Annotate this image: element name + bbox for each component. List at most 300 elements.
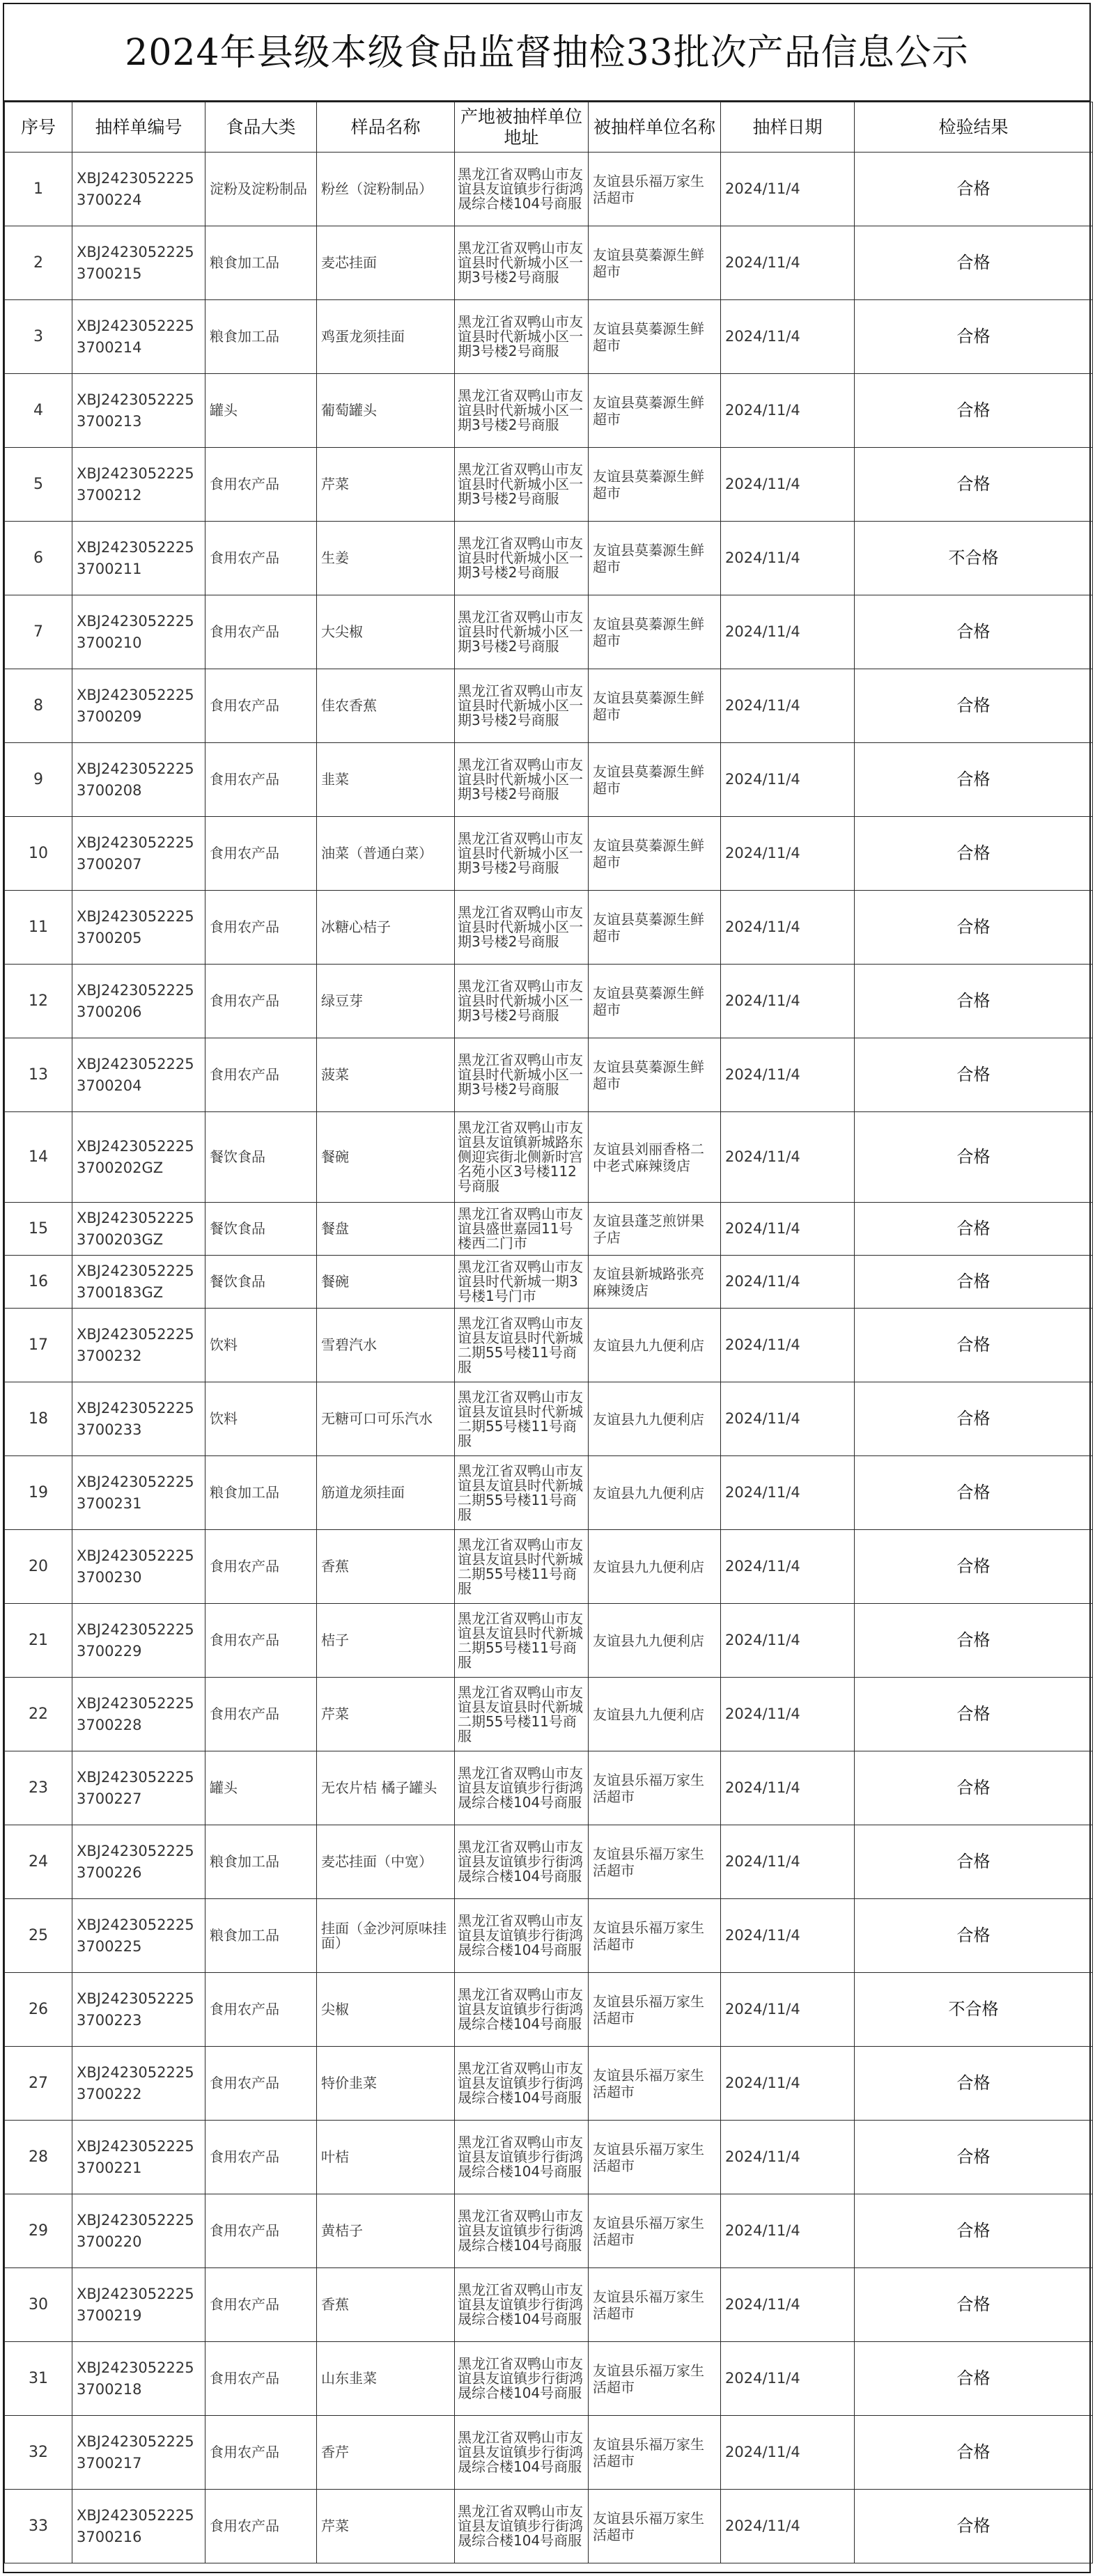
sampling-date: 2024/11/4 — [721, 1203, 855, 1256]
sampling-date: 2024/11/4 — [721, 1256, 855, 1309]
sample-name: 餐碗 — [317, 1256, 455, 1309]
sample-code: XBJ24230522253700232 — [72, 1309, 205, 1382]
sampled-unit-address: 黑龙江省双鸭山市友谊县友谊县时代新城二期55号楼11号商服 — [455, 1530, 589, 1604]
food-category: 食用农产品 — [205, 817, 317, 891]
sampled-unit-name: 友谊县乐福万家生活超市 — [589, 1899, 721, 1973]
row-number: 4 — [5, 374, 72, 448]
sampled-unit-name: 友谊县乐福万家生活超市 — [589, 2490, 721, 2563]
sampled-unit-address: 黑龙江省双鸭山市友谊县盛世嘉园11号楼西二门市 — [455, 1203, 589, 1256]
test-result: 不合格 — [855, 522, 1093, 595]
sample-name: 绿豆芽 — [317, 965, 455, 1038]
row-number: 7 — [5, 595, 72, 669]
test-result: 合格 — [855, 1203, 1093, 1256]
sampled-unit-address: 黑龙江省双鸭山市友谊县时代新城小区一期3号楼2号商服 — [455, 743, 589, 817]
sample-name: 无糖可口可乐汽水 — [317, 1382, 455, 1456]
header-date: 抽样日期 — [721, 102, 855, 153]
test-result: 合格 — [855, 1112, 1093, 1203]
sample-name: 油菜（普通白菜） — [317, 817, 455, 891]
sampled-unit-name: 友谊县九九便利店 — [589, 1604, 721, 1678]
food-category: 淀粉及淀粉制品 — [205, 153, 317, 226]
sample-code: XBJ24230522253700207 — [72, 817, 205, 891]
sample-code: XBJ24230522253700211 — [72, 522, 205, 595]
table-row — [5, 2342, 1093, 2416]
sampled-unit-name: 友谊县莫蓁源生鲜超市 — [589, 817, 721, 891]
food-category: 饮料 — [205, 1309, 317, 1382]
sample-name: 菠菜 — [317, 1038, 455, 1112]
test-result: 合格 — [855, 1256, 1093, 1309]
food-category: 食用农产品 — [205, 2416, 317, 2490]
test-result: 合格 — [855, 1604, 1093, 1678]
food-category: 食用农产品 — [205, 743, 317, 817]
table-row — [5, 1678, 1093, 1751]
test-result: 合格 — [855, 2342, 1093, 2416]
sampled-unit-address: 黑龙江省双鸭山市友谊县时代新城小区一期3号楼2号商服 — [455, 448, 589, 522]
table-row — [5, 1038, 1093, 1112]
sampled-unit-address: 黑龙江省双鸭山市友谊县时代新城小区一期3号楼2号商服 — [455, 965, 589, 1038]
sampled-unit-address: 黑龙江省双鸭山市友谊县友谊镇新城路东侧迎宾街北侧新时宫名苑小区3号楼112号商服 — [455, 1112, 589, 1203]
food-category: 食用农产品 — [205, 2121, 317, 2194]
sampled-unit-address: 黑龙江省双鸭山市友谊县友谊县时代新城二期55号楼11号商服 — [455, 1382, 589, 1456]
sample-name: 芹菜 — [317, 2490, 455, 2563]
table-row — [5, 965, 1093, 1038]
row-number: 20 — [5, 1530, 72, 1604]
table-row — [5, 1899, 1093, 1973]
row-number: 2 — [5, 226, 72, 300]
food-category: 罐头 — [205, 1751, 317, 1825]
row-number: 26 — [5, 1973, 72, 2047]
test-result: 合格 — [855, 1899, 1093, 1973]
test-result: 合格 — [855, 374, 1093, 448]
table-row — [5, 522, 1093, 595]
sample-code: XBJ24230522253700212 — [72, 448, 205, 522]
sample-code: XBJ24230522253700210 — [72, 595, 205, 669]
row-number: 31 — [5, 2342, 72, 2416]
sampled-unit-name: 友谊县乐福万家生活超市 — [589, 2416, 721, 2490]
sample-name: 雪碧汽水 — [317, 1309, 455, 1382]
sample-code: XBJ24230522253700230 — [72, 1530, 205, 1604]
sample-code: XBJ24230522253700233 — [72, 1382, 205, 1456]
page-title: 2024年县级本级食品监督抽检33批次产品信息公示 — [4, 4, 1089, 102]
sample-name: 香蕉 — [317, 1530, 455, 1604]
test-result: 合格 — [855, 448, 1093, 522]
sample-name: 生姜 — [317, 522, 455, 595]
sampling-date: 2024/11/4 — [721, 669, 855, 743]
sampled-unit-address: 黑龙江省双鸭山市友谊县时代新城小区一期3号楼2号商服 — [455, 1038, 589, 1112]
table-row — [5, 1973, 1093, 2047]
sample-code: XBJ24230522253700214 — [72, 300, 205, 374]
sampled-unit-address: 黑龙江省双鸭山市友谊县时代新城小区一期3号楼2号商服 — [455, 817, 589, 891]
sampled-unit-name: 友谊县莫蓁源生鲜超市 — [589, 448, 721, 522]
sampled-unit-address: 黑龙江省双鸭山市友谊县时代新城小区一期3号楼2号商服 — [455, 595, 589, 669]
sampling-date: 2024/11/4 — [721, 226, 855, 300]
sample-code: XBJ24230522253700218 — [72, 2342, 205, 2416]
sample-code: XBJ24230522253700229 — [72, 1604, 205, 1678]
food-category: 罐头 — [205, 374, 317, 448]
sampled-unit-address: 黑龙江省双鸭山市友谊县友谊镇步行街鸿晟综合楼104号商服 — [455, 2490, 589, 2563]
table-header-row — [5, 102, 1093, 153]
sample-name: 冰糖心桔子 — [317, 891, 455, 965]
sample-code: XBJ24230522253700225 — [72, 1899, 205, 1973]
sampled-unit-address: 黑龙江省双鸭山市友谊县友谊县时代新城二期55号楼11号商服 — [455, 1678, 589, 1751]
row-number: 30 — [5, 2268, 72, 2342]
sample-name: 大尖椒 — [317, 595, 455, 669]
row-number: 12 — [5, 965, 72, 1038]
sample-code: XBJ24230522253700224 — [72, 153, 205, 226]
sampled-unit-address: 黑龙江省双鸭山市友谊县时代新城小区一期3号楼2号商服 — [455, 300, 589, 374]
food-category: 食用农产品 — [205, 595, 317, 669]
row-number: 25 — [5, 1899, 72, 1973]
table-row — [5, 743, 1093, 817]
sampled-unit-name: 友谊县乐福万家生活超市 — [589, 1973, 721, 2047]
sample-code: XBJ24230522253700228 — [72, 1678, 205, 1751]
sample-name: 麦芯挂面 — [317, 226, 455, 300]
sample-name: 佳农香蕉 — [317, 669, 455, 743]
test-result: 合格 — [855, 1751, 1093, 1825]
sample-code: XBJ24230522253700231 — [72, 1456, 205, 1530]
sampling-date: 2024/11/4 — [721, 2194, 855, 2268]
table-row — [5, 1256, 1093, 1309]
sample-code: XBJ24230522253700223 — [72, 1973, 205, 2047]
sample-code: XBJ24230522253700208 — [72, 743, 205, 817]
sample-name: 芹菜 — [317, 448, 455, 522]
sampling-date: 2024/11/4 — [721, 891, 855, 965]
sampling-date: 2024/11/4 — [721, 1973, 855, 2047]
sampled-unit-address: 黑龙江省双鸭山市友谊县友谊镇步行街鸿晟综合楼104号商服 — [455, 2194, 589, 2268]
row-number: 22 — [5, 1678, 72, 1751]
table-row — [5, 1751, 1093, 1825]
sample-name: 香芹 — [317, 2416, 455, 2490]
sampled-unit-address: 黑龙江省双鸭山市友谊县友谊县时代新城二期55号楼11号商服 — [455, 1309, 589, 1382]
row-number: 32 — [5, 2416, 72, 2490]
test-result: 合格 — [855, 1530, 1093, 1604]
test-result: 合格 — [855, 226, 1093, 300]
header-code: 抽样单编号 — [72, 102, 205, 153]
sampling-date: 2024/11/4 — [721, 1604, 855, 1678]
sampled-unit-address: 黑龙江省双鸭山市友谊县时代新城小区一期3号楼2号商服 — [455, 891, 589, 965]
row-number: 13 — [5, 1038, 72, 1112]
food-category: 粮食加工品 — [205, 1899, 317, 1973]
test-result: 合格 — [855, 1309, 1093, 1382]
table-row — [5, 2416, 1093, 2490]
food-category: 食用农产品 — [205, 2342, 317, 2416]
test-result: 合格 — [855, 153, 1093, 226]
food-category: 食用农产品 — [205, 2047, 317, 2121]
sample-code: XBJ24230522253700213 — [72, 374, 205, 448]
sampled-unit-name: 友谊县九九便利店 — [589, 1530, 721, 1604]
sampling-date: 2024/11/4 — [721, 2416, 855, 2490]
sampled-unit-name: 友谊县莫蓁源生鲜超市 — [589, 1038, 721, 1112]
sample-code: XBJ24230522253700217 — [72, 2416, 205, 2490]
food-category: 食用农产品 — [205, 2490, 317, 2563]
sample-code: XBJ24230522253700220 — [72, 2194, 205, 2268]
sampling-date: 2024/11/4 — [721, 2121, 855, 2194]
sampling-date: 2024/11/4 — [721, 743, 855, 817]
food-category: 食用农产品 — [205, 522, 317, 595]
sampled-unit-address: 黑龙江省双鸭山市友谊县友谊县时代新城二期55号楼11号商服 — [455, 1604, 589, 1678]
sample-name: 特价韭菜 — [317, 2047, 455, 2121]
sampling-date: 2024/11/4 — [721, 1751, 855, 1825]
sampled-unit-name: 友谊县乐福万家生活超市 — [589, 1825, 721, 1899]
sample-name: 无农片桔 橘子罐头 — [317, 1751, 455, 1825]
sample-name: 尖椒 — [317, 1973, 455, 2047]
row-number: 8 — [5, 669, 72, 743]
sample-name: 葡萄罐头 — [317, 374, 455, 448]
sampled-unit-address: 黑龙江省双鸭山市友谊县友谊镇步行街鸿晟综合楼104号商服 — [455, 2416, 589, 2490]
sampled-unit-name: 友谊县九九便利店 — [589, 1678, 721, 1751]
header-no: 序号 — [5, 102, 72, 153]
sampling-date: 2024/11/4 — [721, 1456, 855, 1530]
sampled-unit-name: 友谊县莫蓁源生鲜超市 — [589, 522, 721, 595]
sampled-unit-name: 友谊县乐福万家生活超市 — [589, 2342, 721, 2416]
sampling-date: 2024/11/4 — [721, 2490, 855, 2563]
test-result: 合格 — [855, 669, 1093, 743]
test-result: 合格 — [855, 817, 1093, 891]
sampled-unit-address: 黑龙江省双鸭山市友谊县友谊镇步行街鸿晟综合楼104号商服 — [455, 1899, 589, 1973]
sampling-date: 2024/11/4 — [721, 300, 855, 374]
row-number: 16 — [5, 1256, 72, 1309]
sampling-date: 2024/11/4 — [721, 1899, 855, 1973]
table-row — [5, 2490, 1093, 2563]
sampled-unit-address: 黑龙江省双鸭山市友谊县时代新城小区一期3号楼2号商服 — [455, 669, 589, 743]
sampled-unit-address: 黑龙江省双鸭山市友谊县友谊镇步行街鸿晟综合楼104号商服 — [455, 1973, 589, 2047]
sampled-unit-name: 友谊县新城路张亮麻辣烫店 — [589, 1256, 721, 1309]
sampled-unit-address: 黑龙江省双鸭山市友谊县友谊镇步行街鸿晟综合楼104号商服 — [455, 153, 589, 226]
sample-name: 餐盘 — [317, 1203, 455, 1256]
sampled-unit-address: 黑龙江省双鸭山市友谊县友谊镇步行街鸿晟综合楼104号商服 — [455, 2121, 589, 2194]
sample-code: XBJ24230522253700219 — [72, 2268, 205, 2342]
table-row — [5, 226, 1093, 300]
row-number: 17 — [5, 1309, 72, 1382]
sample-name: 麦芯挂面（中宽） — [317, 1825, 455, 1899]
sampling-date: 2024/11/4 — [721, 1112, 855, 1203]
sampling-date: 2024/11/4 — [721, 817, 855, 891]
row-number: 18 — [5, 1382, 72, 1456]
test-result: 合格 — [855, 891, 1093, 965]
food-category: 饮料 — [205, 1382, 317, 1456]
table-row — [5, 2268, 1093, 2342]
sample-name: 鸡蛋龙须挂面 — [317, 300, 455, 374]
sampled-unit-name: 友谊县乐福万家生活超市 — [589, 2121, 721, 2194]
sampling-date: 2024/11/4 — [721, 448, 855, 522]
food-category: 食用农产品 — [205, 1973, 317, 2047]
sample-name: 筋道龙须挂面 — [317, 1456, 455, 1530]
sample-name: 韭菜 — [317, 743, 455, 817]
test-result: 合格 — [855, 1456, 1093, 1530]
food-category: 食用农产品 — [205, 448, 317, 522]
food-category: 粮食加工品 — [205, 1825, 317, 1899]
sampled-unit-name: 友谊县莫蓁源生鲜超市 — [589, 891, 721, 965]
row-number: 3 — [5, 300, 72, 374]
sampled-unit-name: 友谊县乐福万家生活超市 — [589, 2268, 721, 2342]
sampled-unit-name: 友谊县莫蓁源生鲜超市 — [589, 965, 721, 1038]
sample-name: 山东韭菜 — [317, 2342, 455, 2416]
food-category: 食用农产品 — [205, 2194, 317, 2268]
sampling-date: 2024/11/4 — [721, 374, 855, 448]
test-result: 不合格 — [855, 1973, 1093, 2047]
sample-name: 香蕉 — [317, 2268, 455, 2342]
food-category: 粮食加工品 — [205, 1456, 317, 1530]
test-result: 合格 — [855, 743, 1093, 817]
table-row — [5, 2194, 1093, 2268]
row-number: 10 — [5, 817, 72, 891]
sampled-unit-name: 友谊县乐福万家生活超市 — [589, 2194, 721, 2268]
row-number: 15 — [5, 1203, 72, 1256]
test-result: 合格 — [855, 1825, 1093, 1899]
table-row — [5, 1530, 1093, 1604]
test-result: 合格 — [855, 300, 1093, 374]
sampled-unit-name: 友谊县莫蓁源生鲜超市 — [589, 300, 721, 374]
header-address: 产地被抽样单位地址 — [455, 102, 589, 153]
test-result: 合格 — [855, 2121, 1093, 2194]
sampled-unit-address: 黑龙江省双鸭山市友谊县时代新城小区一期3号楼2号商服 — [455, 374, 589, 448]
food-category: 粮食加工品 — [205, 300, 317, 374]
table-row — [5, 374, 1093, 448]
food-category: 食用农产品 — [205, 1678, 317, 1751]
food-category: 粮食加工品 — [205, 226, 317, 300]
test-result: 合格 — [855, 2194, 1093, 2268]
sampling-date: 2024/11/4 — [721, 2047, 855, 2121]
test-result: 合格 — [855, 2490, 1093, 2563]
sampled-unit-address: 黑龙江省双鸭山市友谊县时代新城小区一期3号楼2号商服 — [455, 522, 589, 595]
header-sample: 样品名称 — [317, 102, 455, 153]
header-category: 食品大类 — [205, 102, 317, 153]
test-result: 合格 — [855, 965, 1093, 1038]
sampling-date: 2024/11/4 — [721, 522, 855, 595]
sample-name: 芹菜 — [317, 1678, 455, 1751]
sampling-date: 2024/11/4 — [721, 1530, 855, 1604]
sample-code: XBJ24230522253700222 — [72, 2047, 205, 2121]
sample-code: XBJ24230522253700215 — [72, 226, 205, 300]
row-number: 11 — [5, 891, 72, 965]
sampled-unit-address: 黑龙江省双鸭山市友谊县时代新城一期3号楼1号门市 — [455, 1256, 589, 1309]
sample-name: 粉丝（淀粉制品） — [317, 153, 455, 226]
table-row — [5, 891, 1093, 965]
sampled-unit-name: 友谊县九九便利店 — [589, 1309, 721, 1382]
sampled-unit-name: 友谊县莫蓁源生鲜超市 — [589, 374, 721, 448]
table-row — [5, 1203, 1093, 1256]
sampling-date: 2024/11/4 — [721, 1038, 855, 1112]
table-row — [5, 448, 1093, 522]
sampling-date: 2024/11/4 — [721, 2342, 855, 2416]
row-number: 27 — [5, 2047, 72, 2121]
sampled-unit-address: 黑龙江省双鸭山市友谊县友谊县时代新城二期55号楼11号商服 — [455, 1456, 589, 1530]
food-category: 食用农产品 — [205, 1038, 317, 1112]
sampled-unit-name: 友谊县蓬芝煎饼果子店 — [589, 1203, 721, 1256]
sample-name: 桔子 — [317, 1604, 455, 1678]
header-result: 检验结果 — [855, 102, 1093, 153]
table-row — [5, 1825, 1093, 1899]
food-category: 食用农产品 — [205, 1530, 317, 1604]
sample-code: XBJ24230522253700226 — [72, 1825, 205, 1899]
row-number: 9 — [5, 743, 72, 817]
sample-name: 餐碗 — [317, 1112, 455, 1203]
sampled-unit-name: 友谊县乐福万家生活超市 — [589, 1751, 721, 1825]
table-row — [5, 1382, 1093, 1456]
food-category: 食用农产品 — [205, 669, 317, 743]
sampled-unit-address: 黑龙江省双鸭山市友谊县友谊镇步行街鸿晟综合楼104号商服 — [455, 2047, 589, 2121]
sample-code: XBJ24230522253700203GZ — [72, 1203, 205, 1256]
row-number: 28 — [5, 2121, 72, 2194]
test-result: 合格 — [855, 2416, 1093, 2490]
table-row — [5, 1309, 1093, 1382]
food-category: 食用农产品 — [205, 2268, 317, 2342]
sample-code: XBJ24230522253700221 — [72, 2121, 205, 2194]
table-row — [5, 1456, 1093, 1530]
row-number: 33 — [5, 2490, 72, 2563]
row-number: 24 — [5, 1825, 72, 1899]
test-result: 合格 — [855, 595, 1093, 669]
food-category: 餐饮食品 — [205, 1256, 317, 1309]
sampled-unit-name: 友谊县莫蓁源生鲜超市 — [589, 743, 721, 817]
sampling-date: 2024/11/4 — [721, 1825, 855, 1899]
sampled-unit-name: 友谊县乐福万家生活超市 — [589, 153, 721, 226]
row-number: 21 — [5, 1604, 72, 1678]
sampled-unit-name: 友谊县九九便利店 — [589, 1382, 721, 1456]
table-row — [5, 817, 1093, 891]
table-row — [5, 2047, 1093, 2121]
sampled-unit-address: 黑龙江省双鸭山市友谊县友谊镇步行街鸿晟综合楼104号商服 — [455, 1825, 589, 1899]
test-result: 合格 — [855, 2268, 1093, 2342]
table-row — [5, 300, 1093, 374]
row-number: 1 — [5, 153, 72, 226]
row-number: 23 — [5, 1751, 72, 1825]
sampled-unit-address: 黑龙江省双鸭山市友谊县友谊镇步行街鸿晟综合楼104号商服 — [455, 2342, 589, 2416]
sampled-unit-name: 友谊县莫蓁源生鲜超市 — [589, 226, 721, 300]
sample-code: XBJ24230522253700183GZ — [72, 1256, 205, 1309]
row-number: 29 — [5, 2194, 72, 2268]
sample-code: XBJ24230522253700206 — [72, 965, 205, 1038]
table-row — [5, 1112, 1093, 1203]
sampled-unit-address: 黑龙江省双鸭山市友谊县友谊镇步行街鸿晟综合楼104号商服 — [455, 2268, 589, 2342]
sampled-unit-address: 黑龙江省双鸭山市友谊县友谊镇步行街鸿晟综合楼104号商服 — [455, 1751, 589, 1825]
sample-name: 叶桔 — [317, 2121, 455, 2194]
sample-code: XBJ24230522253700227 — [72, 1751, 205, 1825]
sampling-date: 2024/11/4 — [721, 1309, 855, 1382]
sample-code: XBJ24230522253700216 — [72, 2490, 205, 2563]
sampling-date: 2024/11/4 — [721, 965, 855, 1038]
table-body — [5, 153, 1093, 2563]
sample-code: XBJ24230522253700204 — [72, 1038, 205, 1112]
sampled-unit-name: 友谊县莫蓁源生鲜超市 — [589, 669, 721, 743]
inspection-table — [4, 102, 1093, 2563]
table-row — [5, 669, 1093, 743]
row-number: 5 — [5, 448, 72, 522]
sample-name: 挂面（金沙河原味挂面） — [317, 1899, 455, 1973]
sample-code: XBJ24230522253700205 — [72, 891, 205, 965]
sample-name: 黄桔子 — [317, 2194, 455, 2268]
row-number: 6 — [5, 522, 72, 595]
row-number: 19 — [5, 1456, 72, 1530]
food-category: 餐饮食品 — [205, 1203, 317, 1256]
row-number: 14 — [5, 1112, 72, 1203]
table-row — [5, 595, 1093, 669]
food-category: 餐饮食品 — [205, 1112, 317, 1203]
sampled-unit-name: 友谊县刘丽香格二中老式麻辣烫店 — [589, 1112, 721, 1203]
document-page — [3, 3, 1091, 2573]
sampled-unit-name: 友谊县莫蓁源生鲜超市 — [589, 595, 721, 669]
table-row — [5, 1604, 1093, 1678]
sampling-date: 2024/11/4 — [721, 595, 855, 669]
sample-code: XBJ24230522253700209 — [72, 669, 205, 743]
sampling-date: 2024/11/4 — [721, 1678, 855, 1751]
sampling-date: 2024/11/4 — [721, 153, 855, 226]
food-category: 食用农产品 — [205, 1604, 317, 1678]
test-result: 合格 — [855, 1678, 1093, 1751]
test-result: 合格 — [855, 1382, 1093, 1456]
header-unit: 被抽样单位名称 — [589, 102, 721, 153]
sample-code: XBJ24230522253700202GZ — [72, 1112, 205, 1203]
test-result: 合格 — [855, 1038, 1093, 1112]
